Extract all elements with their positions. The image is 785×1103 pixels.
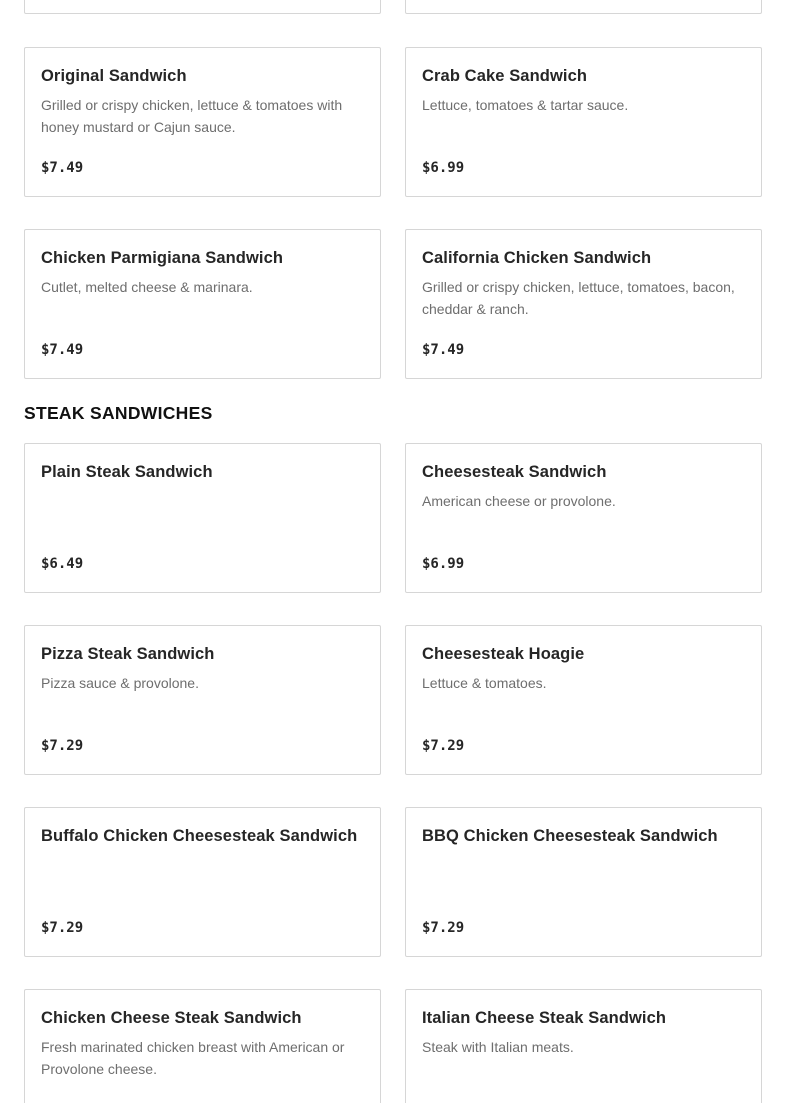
item-name: Crab Cake Sandwich (422, 67, 588, 85)
menu-item-card-california-chicken-sandwich[interactable] (405, 229, 762, 379)
item-price: $6.99 (422, 160, 465, 176)
menu-item-card-original-sandwich[interactable] (24, 47, 381, 197)
item-description: Steak with Italian meats. (422, 1039, 574, 1055)
menu-item-card-pizza-steak-sandwich[interactable] (24, 625, 381, 775)
item-price: $7.49 (422, 342, 465, 358)
item-name: Italian Cheese Steak Sandwich (422, 1009, 667, 1027)
menu-item-card-plain-steak-sandwich[interactable] (24, 443, 381, 593)
item-price: $6.99 (422, 556, 465, 572)
item-price: $7.49 (41, 160, 84, 176)
menu-item-card-crab-cake-sandwich[interactable] (405, 47, 762, 197)
item-description: Cutlet, melted cheese & marinara. (41, 279, 253, 295)
item-name: Cheesesteak Sandwich (422, 463, 607, 481)
item-name: California Chicken Sandwich (422, 249, 652, 267)
item-name: BBQ Chicken Cheesesteak Sandwich (422, 827, 718, 845)
item-name: Chicken Cheese Steak Sandwich (41, 1009, 302, 1027)
item-description: Lettuce, tomatoes & tartar sauce. (422, 97, 629, 113)
section-title-steak-sandwiches: STEAK SANDWICHES (24, 403, 213, 423)
item-description: American cheese or provolone. (422, 493, 616, 509)
item-name: Pizza Steak Sandwich (41, 645, 215, 663)
menu-item-card-cheesesteak-hoagie[interactable] (405, 625, 762, 775)
menu-item-card-bbq-chicken-cheesesteak[interactable] (405, 807, 762, 957)
menu-item-card-chicken-cheese-steak-sandwich[interactable] (24, 989, 381, 1103)
item-price: $6.49 (41, 556, 84, 572)
item-description: Lettuce & tomatoes. (422, 675, 547, 691)
item-price: $7.29 (41, 738, 84, 754)
item-price: $7.29 (41, 920, 84, 936)
item-description: Pizza sauce & provolone. (41, 675, 199, 691)
item-description: Fresh marinated chicken breast with American or Provolone cheese. (41, 1039, 345, 1077)
item-name: Cheesesteak Hoagie (422, 645, 585, 663)
menu-item-card[interactable] (24, 0, 381, 14)
item-name: Plain Steak Sandwich (41, 463, 213, 481)
item-description: Grilled or crispy chicken, lettuce & tomatoes with honey mustard or Cajun sauce. (41, 97, 343, 135)
item-price: $7.49 (41, 342, 84, 358)
menu-item-card-italian-cheese-steak-sandwich[interactable] (405, 989, 762, 1103)
item-name: Original Sandwich (41, 67, 187, 85)
menu-item-card-buffalo-chicken-cheesesteak[interactable] (24, 807, 381, 957)
menu-item-card-cheesesteak-sandwich[interactable] (405, 443, 762, 593)
menu-item-card-chicken-parmigiana-sandwich[interactable] (24, 229, 381, 379)
item-name: Buffalo Chicken Cheesesteak Sandwich (41, 827, 358, 845)
item-name: Chicken Parmigiana Sandwich (41, 249, 284, 267)
menu-item-card[interactable] (405, 0, 762, 14)
item-price: $7.29 (422, 920, 465, 936)
item-description: Grilled or crispy chicken, lettuce, tomatoes, bacon, cheddar & ranch. (422, 279, 735, 317)
item-price: $7.29 (422, 738, 465, 754)
